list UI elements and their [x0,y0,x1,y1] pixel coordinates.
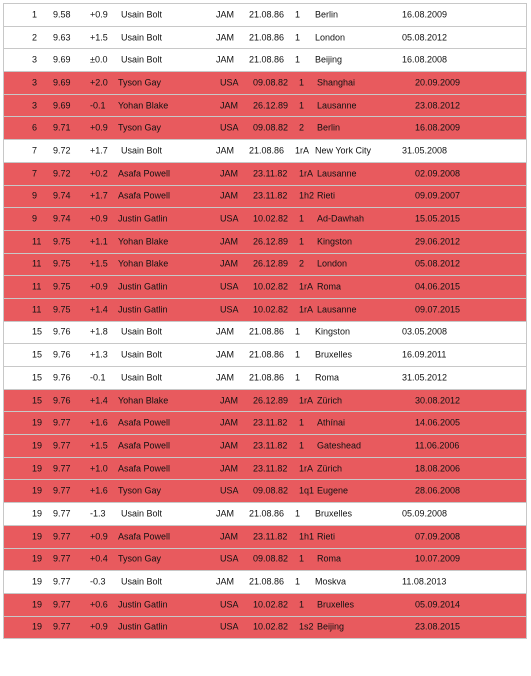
table-row [3,4,527,27]
birth-date-cell: 23.11.82 [253,417,288,428]
rank-cell: 19 [32,440,43,451]
table-row [3,322,527,345]
time-cell: 9.77 [53,440,71,451]
wind-cell: +1.4 [90,304,108,315]
rank-cell: 15 [32,395,43,406]
birth-date-cell: 10.02.82 [253,599,289,610]
rank-cell: 19 [32,508,43,519]
rank-cell: 1 [32,9,38,20]
rank-cell: 19 [32,417,43,428]
time-cell: 9.76 [53,395,71,406]
birth-date-cell: 21.08.86 [249,145,285,156]
wind-cell: +1.7 [90,190,108,201]
nationality-cell: USA [220,122,239,133]
table-row [3,412,527,435]
time-cell: 9.63 [53,32,71,43]
date-cell: 10.07.2009 [415,553,461,564]
athlete-name-cell: Asafa Powell [118,190,171,201]
birth-date-cell: 26.12.89 [253,258,289,269]
athlete-name-cell: Asafa Powell [118,440,171,451]
venue-cell: Roma [317,553,342,564]
venue-cell: Athínai [317,417,346,428]
rank-cell: 9 [32,213,38,224]
venue-cell: Gateshead [317,440,362,451]
table-row [3,435,527,458]
wind-cell: -1.3 [90,508,106,519]
time-cell: 9.77 [53,485,71,496]
date-cell: 28.06.2008 [415,485,461,496]
athlete-name-cell: Usain Bolt [121,508,163,519]
time-cell: 9.74 [53,190,71,201]
athlete-name-cell: Asafa Powell [118,531,171,542]
athlete-name-cell: Justin Gatlin [118,213,168,224]
birth-date-cell: 23.11.82 [253,531,288,542]
rank-cell: 11 [32,281,42,292]
rank-cell: 6 [32,122,38,133]
venue-cell: Lausanne [317,100,357,111]
venue-cell: Moskva [315,576,347,587]
birth-date-cell: 21.08.86 [249,32,285,43]
table-row [3,163,527,186]
wind-cell: +1.5 [90,440,108,451]
time-cell: 9.75 [53,281,71,292]
venue-cell: Bruxelles [315,349,353,360]
table-row [3,458,527,481]
table-row [3,231,527,254]
venue-cell: Kingston [315,326,351,337]
rank-cell: 7 [32,168,38,179]
table-row [3,299,527,322]
athlete-name-cell: Usain Bolt [121,326,163,337]
table-row [3,140,527,163]
nationality-cell: USA [220,213,239,224]
time-cell: 9.76 [53,326,71,337]
table-row [3,117,527,140]
rank-cell: 15 [32,349,43,360]
nationality-cell: JAM [220,168,238,179]
venue-cell: Berlin [315,9,339,20]
athlete-name-cell: Usain Bolt [121,54,163,65]
time-cell: 9.75 [53,236,71,247]
athlete-name-cell: Asafa Powell [118,417,171,428]
position-cell: 1 [295,576,301,587]
time-cell: 9.71 [53,122,71,133]
athlete-name-cell: Tyson Gay [118,485,162,496]
table-row [3,95,527,118]
nationality-cell: JAM [220,395,238,406]
date-cell: 16.08.2009 [415,122,461,133]
athlete-name-cell: Usain Bolt [121,9,163,20]
venue-cell: Beijing [317,621,345,632]
position-cell: 1rA [299,168,314,179]
nationality-cell: JAM [220,236,238,247]
time-cell: 9.69 [53,54,71,65]
birth-date-cell: 21.08.86 [249,372,285,383]
wind-cell: +1.0 [90,463,108,474]
date-cell: 14.06.2005 [415,417,461,428]
position-cell: 1 [299,213,305,224]
nationality-cell: USA [220,281,239,292]
date-cell: 31.05.2012 [402,372,448,383]
position-cell: 1s2 [299,621,314,632]
birth-date-cell: 23.11.82 [253,168,288,179]
table-row [3,367,527,390]
wind-cell: +1.4 [90,395,108,406]
athlete-name-cell: Yohan Blake [118,100,169,111]
nationality-cell: USA [220,304,239,315]
date-cell: 16.09.2011 [402,349,447,360]
wind-cell: +1.5 [90,258,108,269]
nationality-cell: JAM [216,9,234,20]
time-cell: 9.77 [53,599,71,610]
position-cell: 1 [299,553,305,564]
date-cell: 23.08.2012 [415,100,461,111]
time-cell: 9.77 [53,463,71,474]
wind-cell: +0.9 [90,213,108,224]
nationality-cell: JAM [220,417,238,428]
time-cell: 9.76 [53,349,71,360]
birth-date-cell: 23.11.82 [253,190,288,201]
nationality-cell: USA [220,77,239,88]
position-cell: 1rA [299,395,314,406]
venue-cell: Bruxelles [315,508,353,519]
rank-cell: 19 [32,621,43,632]
nationality-cell: JAM [220,100,238,111]
time-cell: 9.74 [53,213,71,224]
venue-cell: London [315,32,346,43]
birth-date-cell: 23.11.82 [253,440,288,451]
position-cell: 1 [299,236,305,247]
date-cell: 09.09.2007 [415,190,461,201]
rank-cell: 11 [32,236,42,247]
date-cell: 18.08.2006 [415,463,461,474]
venue-cell: Bruxelles [317,599,355,610]
position-cell: 1rA [299,281,314,292]
table-row [3,549,527,572]
athlete-name-cell: Tyson Gay [118,553,162,564]
wind-cell: +0.9 [90,281,108,292]
birth-date-cell: 10.02.82 [253,213,289,224]
nationality-cell: JAM [220,531,238,542]
date-cell: 03.05.2008 [402,326,448,337]
wind-cell: +0.9 [90,621,108,632]
nationality-cell: JAM [220,190,238,201]
time-cell: 9.77 [53,553,71,564]
wind-cell: +1.7 [90,145,108,156]
venue-cell: Ad-Dawhah [317,213,365,224]
position-cell: 1 [295,508,301,519]
date-cell: 29.06.2012 [415,236,461,247]
birth-date-cell: 09.08.82 [253,122,289,133]
position-cell: 1 [299,77,305,88]
wind-cell: -0.3 [90,576,106,587]
wind-cell: +0.9 [90,9,108,20]
date-cell: 20.09.2009 [415,77,461,88]
position-cell: 1 [295,326,301,337]
time-cell: 9.58 [53,9,71,20]
nationality-cell: JAM [220,258,238,269]
athlete-name-cell: Asafa Powell [118,463,171,474]
time-cell: 9.76 [53,372,71,383]
nationality-cell: JAM [216,349,234,360]
birth-date-cell: 09.08.82 [253,485,289,496]
position-cell: 1 [295,372,301,383]
wind-cell: +1.1 [90,236,108,247]
wind-cell: +0.4 [90,553,108,564]
venue-cell: Roma [317,281,342,292]
position-cell: 1 [299,440,305,451]
nationality-cell: USA [220,599,239,610]
nationality-cell: JAM [220,440,238,451]
date-cell: 05.09.2008 [402,508,448,519]
rank-cell: 7 [32,145,38,156]
athlete-name-cell: Usain Bolt [121,349,163,360]
date-cell: 11.06.2006 [415,440,460,451]
table-row [3,594,527,617]
athlete-name-cell: Justin Gatlin [118,599,168,610]
table-row [3,276,527,299]
venue-cell: Roma [315,372,340,383]
wind-cell: +0.9 [90,531,108,542]
position-cell: 1rA [295,145,310,156]
table-row [3,72,527,95]
rank-cell: 15 [32,326,43,337]
rank-cell: 3 [32,100,38,111]
nationality-cell: JAM [220,463,238,474]
rank-cell: 3 [32,54,38,65]
nationality-cell: JAM [216,508,234,519]
date-cell: 07.09.2008 [415,531,461,542]
table-row [3,49,527,72]
time-cell: 9.77 [53,417,71,428]
birth-date-cell: 10.02.82 [253,304,289,315]
position-cell: 1rA [299,463,314,474]
rank-cell: 2 [32,32,38,43]
nationality-cell: JAM [216,372,234,383]
position-cell: 1 [299,100,305,111]
date-cell: 16.08.2009 [402,9,448,20]
athlete-name-cell: Justin Gatlin [118,621,168,632]
birth-date-cell: 10.02.82 [253,621,289,632]
birth-date-cell: 09.08.82 [253,553,289,564]
date-cell: 31.05.2008 [402,145,448,156]
nationality-cell: USA [220,553,239,564]
results-table [3,3,527,639]
venue-cell: Lausanne [317,168,357,179]
birth-date-cell: 21.08.86 [249,9,285,20]
wind-cell: +2.0 [90,77,108,88]
table-row [3,208,527,231]
time-cell: 9.77 [53,508,71,519]
table-row [3,390,527,413]
nationality-cell: JAM [216,54,234,65]
date-cell: 09.07.2015 [415,304,461,315]
position-cell: 1 [295,54,301,65]
table-row [3,186,527,209]
venue-cell: Eugene [317,485,349,496]
table-row [3,503,527,526]
time-cell: 9.72 [53,145,71,156]
position-cell: 1 [299,417,305,428]
wind-cell: +1.5 [90,32,108,43]
rank-cell: 19 [32,485,43,496]
athlete-name-cell: Justin Gatlin [118,304,168,315]
athlete-name-cell: Tyson Gay [118,122,162,133]
position-cell: 2 [299,122,305,133]
birth-date-cell: 26.12.89 [253,395,289,406]
venue-cell: Rieti [317,190,336,201]
athlete-name-cell: Usain Bolt [121,372,163,383]
birth-date-cell: 23.11.82 [253,463,288,474]
athlete-name-cell: Usain Bolt [121,145,163,156]
table-row [3,480,527,503]
nationality-cell: JAM [216,326,234,337]
date-cell: 16.08.2008 [402,54,448,65]
position-cell: 1 [295,32,301,43]
nationality-cell: JAM [216,576,234,587]
athlete-name-cell: Usain Bolt [121,32,163,43]
time-cell: 9.77 [53,531,71,542]
rank-cell: 19 [32,599,43,610]
date-cell: 15.05.2015 [415,213,461,224]
time-cell: 9.75 [53,258,71,269]
position-cell: 1 [295,349,301,360]
birth-date-cell: 09.08.82 [253,77,289,88]
position-cell: 1 [295,9,301,20]
wind-cell: +1.3 [90,349,108,360]
venue-cell: Rieti [317,531,336,542]
position-cell: 1rA [299,304,314,315]
birth-date-cell: 10.02.82 [253,281,289,292]
rank-cell: 15 [32,372,43,383]
birth-date-cell: 26.12.89 [253,236,289,247]
rank-cell: 19 [32,553,43,564]
athlete-name-cell: Yohan Blake [118,258,169,269]
time-cell: 9.77 [53,621,71,632]
venue-cell: London [317,258,348,269]
date-cell: 04.06.2015 [415,281,461,292]
wind-cell: +1.8 [90,326,108,337]
rank-cell: 19 [32,531,43,542]
birth-date-cell: 26.12.89 [253,100,289,111]
time-cell: 9.75 [53,304,71,315]
venue-cell: New York City [315,145,372,156]
athlete-name-cell: Yohan Blake [118,395,169,406]
venue-cell: Beijing [315,54,343,65]
nationality-cell: JAM [216,145,234,156]
nationality-cell: JAM [216,32,234,43]
birth-date-cell: 21.08.86 [249,326,285,337]
athlete-name-cell: Justin Gatlin [118,281,168,292]
birth-date-cell: 21.08.86 [249,508,285,519]
time-cell: 9.69 [53,100,71,111]
table-row [3,526,527,549]
position-cell: 1h1 [299,531,315,542]
rank-cell: 9 [32,190,38,201]
athlete-name-cell: Asafa Powell [118,168,171,179]
time-cell: 9.77 [53,576,71,587]
time-cell: 9.72 [53,168,71,179]
athlete-name-cell: Yohan Blake [118,236,169,247]
date-cell: 05.08.2012 [402,32,448,43]
rank-cell: 3 [32,77,38,88]
position-cell: 1h2 [299,190,315,201]
venue-cell: Zürich [317,395,343,406]
time-cell: 9.69 [53,77,71,88]
nationality-cell: USA [220,485,239,496]
birth-date-cell: 21.08.86 [249,54,285,65]
venue-cell: Zürich [317,463,343,474]
rank-cell: 19 [32,463,43,474]
date-cell: 05.09.2014 [415,599,461,610]
birth-date-cell: 21.08.86 [249,349,285,360]
date-cell: 23.08.2015 [415,621,461,632]
athlete-name-cell: Usain Bolt [121,576,163,587]
date-cell: 02.09.2008 [415,168,461,179]
athlete-name-cell: Tyson Gay [118,77,162,88]
nationality-cell: USA [220,621,239,632]
table-row [3,27,527,50]
table-row [3,571,527,594]
wind-cell: +0.2 [90,168,108,179]
wind-cell: +1.6 [90,485,108,496]
venue-cell: Berlin [317,122,341,133]
table-row [3,254,527,277]
wind-cell: -0.1 [90,372,106,383]
date-cell: 05.08.2012 [415,258,461,269]
wind-cell: ±0.0 [90,54,108,65]
date-cell: 11.08.2013 [402,576,447,587]
table-row [3,617,527,640]
venue-cell: Shanghai [317,77,356,88]
position-cell: 2 [299,258,305,269]
wind-cell: +0.6 [90,599,108,610]
birth-date-cell: 21.08.86 [249,576,285,587]
position-cell: 1q1 [299,485,315,496]
position-cell: 1 [299,599,305,610]
rank-cell: 11 [32,304,42,315]
rank-cell: 11 [32,258,42,269]
table-row [3,344,527,367]
rank-cell: 19 [32,576,43,587]
wind-cell: +1.6 [90,417,108,428]
wind-cell: -0.1 [90,100,106,111]
venue-cell: Kingston [317,236,353,247]
date-cell: 30.08.2012 [415,395,461,406]
wind-cell: +0.9 [90,122,108,133]
venue-cell: Lausanne [317,304,357,315]
